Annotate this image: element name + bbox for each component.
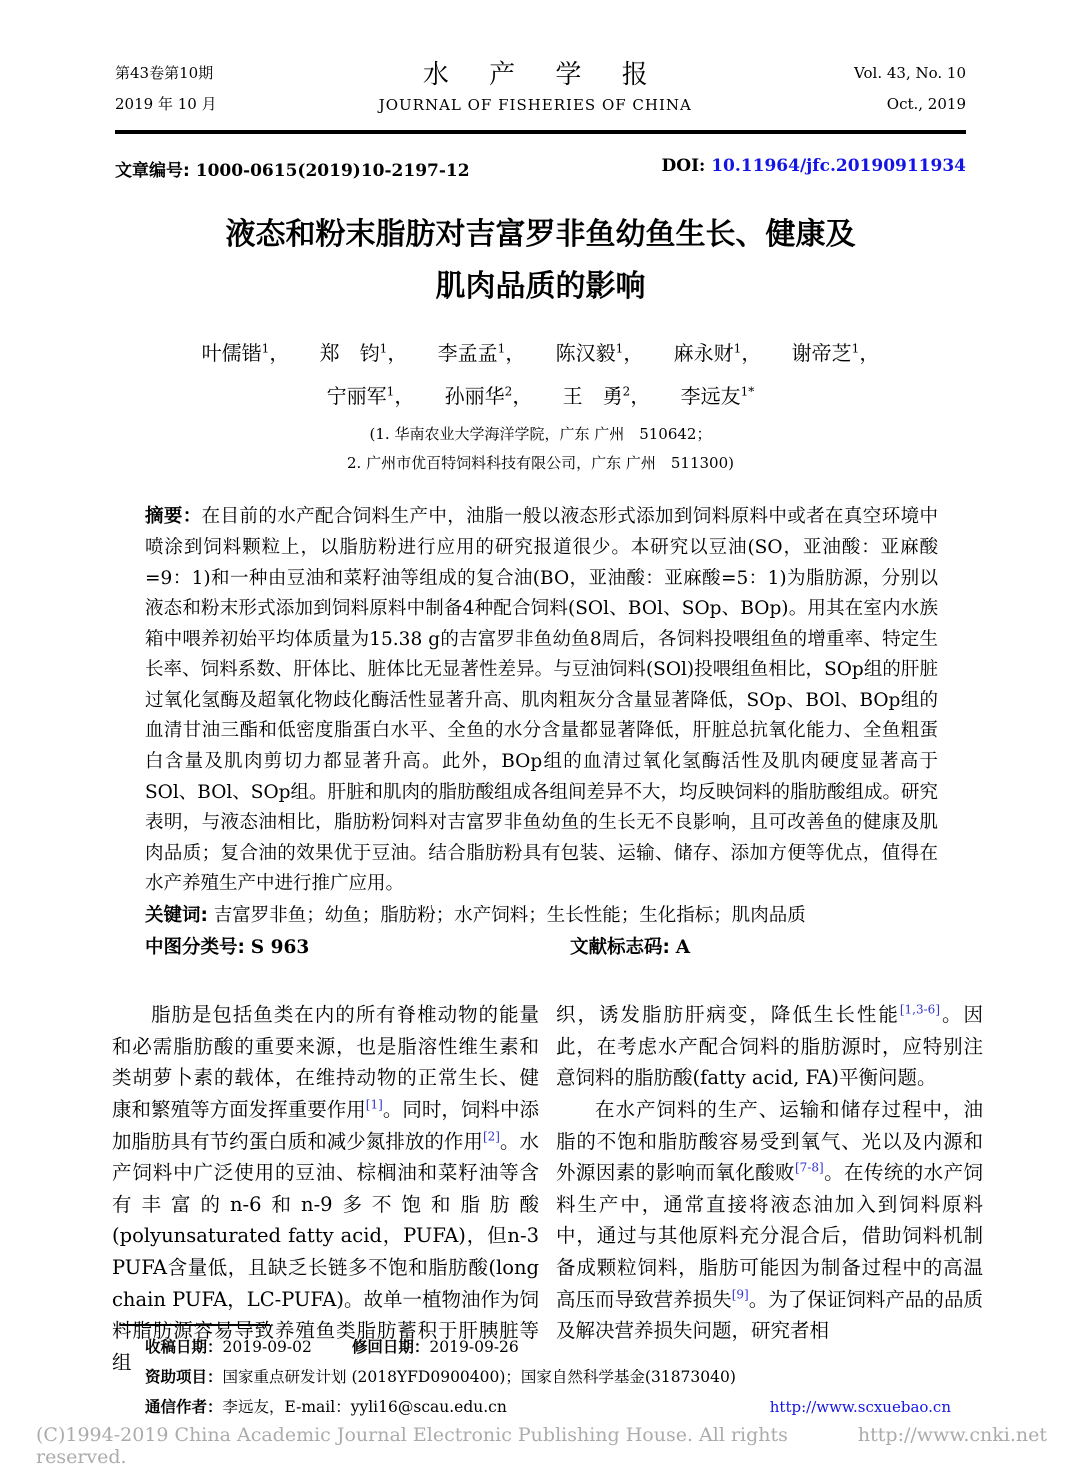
author-affil-sup: 1 [615, 341, 624, 355]
revised-date-value: 2019-09-26 [429, 1338, 519, 1357]
author-affil-sup: 1 [497, 341, 506, 355]
author: 宁丽军$^1$， [326, 384, 415, 409]
clc-label: 中图分类号: [145, 936, 245, 958]
clc-value: S 963 [250, 936, 310, 958]
volume-issue-cn: 第43卷第10期 [115, 64, 214, 82]
doi-link[interactable]: 10.11964/jfc.20190911934 [711, 156, 966, 176]
corresponding-author-value: 李远友，E-mail：yyli16@scau.edu.cn [222, 1398, 507, 1417]
author-list [115, 329, 966, 416]
issue-date-en: Oct., 2019 [886, 95, 966, 113]
reference-link[interactable]: [7-8] [794, 1160, 824, 1175]
corresponding-author-label: 通信作者： [145, 1398, 223, 1417]
abstract-text: 在目前的水产配合饲料生产中，油脂一般以液态形式添加到饲料原料中或者在真空环境中喷涂到饲料颗粒上，以脂肪粉进行应用的研究报道很少。本研究以豆油(SO，亚油酸：亚麻酸=9：1)和一种由豆油和菜籽油等组成的复合油(BO，亚油酸：亚麻酸=5：1)为脂肪源，分别以液态和粉末形式添加到饲料原料中制备4种配合饲料(SOl、BOl、SOp、BOp)。用其在室内水族箱中喂养初始平均体质量为15.38 g的吉富罗非鱼幼鱼8周后，各饲料投喂组鱼的增重率、特定生长率、饲料系数、肝体比、脏体比无显著性差异。与豆油饲料(SOl)投喂组鱼相比，SOp组的肝脏过氧化氢酶及超氧化物歧化酶活性显著升高、肌肉粗灰分含量显著降低，SOp、BOl、BOp组的血清甘油三酯和低密度脂蛋白水平、全鱼的水分含量都显著降低，肝脏总抗氧化能力、全鱼粗蛋白含量及肌肉剪切力都显著升高。此外，BOp组的血清过氧化氢酶活性及肌肉硬度显著高于SOl、BOl、SOp组。肝脏和肌肉的脂肪酸组成各组间差异不大，均反映饲料的脂肪酸组成。研究表明，与液态油相比，脂肪粉饲料对吉富罗非鱼幼鱼的生长无不良影响，且可改善鱼的健康及肌肉品质；复合油的效果优于豆油。结合脂肪粉具有包装、运输、储存、添加方便等优点，值得在水产养殖生产中进行推广应用。 [145, 506, 938, 895]
received-date-label: 收稿日期： [145, 1338, 223, 1357]
affiliation-2: 2. 广州市优百特饲料科技有限公司，广东 广州 511300) [347, 454, 734, 473]
reference-link[interactable]: [9] [731, 1287, 749, 1302]
article-id-value: 1000-0615(2019)10-2197-12 [195, 161, 470, 181]
author-affil-sup: 1 [386, 384, 395, 399]
doi-label: DOI: [661, 156, 706, 176]
author: 郑 钧$^1$， [319, 340, 408, 365]
abstract-label: 摘要： [145, 506, 202, 528]
author: 孙丽华$^2$， [444, 384, 533, 409]
funding-label: 资助项目： [145, 1368, 223, 1387]
document-code-value: A [675, 936, 691, 958]
author-affil-sup: 1* [740, 384, 755, 399]
author-affil-sup: 1 [261, 341, 270, 355]
clc-number [145, 933, 570, 964]
author: 谢帝芝$^1$， [791, 340, 880, 365]
author: 麻永财$^1$， [673, 340, 762, 365]
reference-link[interactable]: [1,3-6] [899, 1002, 940, 1017]
article-id [115, 156, 470, 181]
author: 李孟孟$^1$， [437, 340, 526, 365]
funding-value: 国家重点研发计划 (2018YFD0900400)；国家自然科学基金(31873040) [222, 1368, 736, 1387]
paper-title-line2: 肌肉品质的影响 [435, 269, 646, 304]
document-code-label: 文献标志码: [570, 936, 670, 958]
journal-title-en: JOURNAL OF FISHERIES OF CHINA [378, 96, 692, 114]
author: 叶儒锴$^1$， [201, 340, 290, 365]
abstract-paragraph [145, 502, 938, 900]
body-paragraph: 在水产饲料的生产、运输和储存过程中，油脂的不饱和脂肪酸容易受到氧气、光以及内源和外源因素的影响而氧化酸败[7-8]。在传统的水产饲料生产中，通常直接将液态油加入到饲料原料中，通过与其他原料充分混合后，借助饲料机制备成颗粒饲料，脂肪可能因为制备过程中的高温高压而导致营养损失[9]。为了保证饲料产品的品质及解决营养损失问题，研究者相 [556, 1098, 983, 1343]
author-affil-sup: 2 [504, 384, 513, 399]
journal-header [115, 58, 966, 134]
copyright-text: (C)1994-2019 China Academic Journal Electronic Publishing House. All rights reserved. [36, 1424, 788, 1468]
author-affil-sup: 1 [733, 341, 742, 355]
journal-website-link[interactable]: http://www.scxuebao.cn [769, 1398, 951, 1416]
reference-link[interactable]: [1] [365, 1097, 383, 1112]
body-paragraph-continued: 织，诱发脂肪肝病变，降低生长性能[1,3-6]。因此，在考虑水产配合饲料的脂肪源时，应特别注意饲料的脂肪酸(fatty acid, FA)平衡问题。 [556, 1002, 983, 1090]
keywords-label: 关键词: [145, 905, 208, 927]
author-affil-sup: 1 [851, 341, 860, 355]
author-corresponding: 李远友$^{1*}$ [680, 384, 755, 409]
received-date-value: 2019-09-02 [222, 1338, 312, 1357]
cnki-link[interactable]: http://www.cnki.net [857, 1424, 1047, 1446]
abstract-section [145, 502, 938, 963]
header-left [115, 58, 217, 120]
footnote-funding [145, 1362, 966, 1392]
document-code [570, 933, 690, 964]
header-center [217, 58, 854, 118]
keywords-text: 吉富罗非鱼；幼鱼；脂肪粉；水产饲料；生长性能；生化指标；肌肉品质 [213, 905, 806, 927]
journal-title-cn: 水 产 学 报 [422, 60, 664, 90]
article-meta-row [115, 156, 966, 181]
author-affil-sup: 1 [379, 341, 388, 355]
author: 王 勇$^2$， [562, 384, 651, 409]
body-column-right [556, 999, 983, 1343]
reference-link[interactable]: [2] [482, 1129, 500, 1144]
author-row-1 [115, 329, 966, 373]
affiliation-1: (1. 华南农业大学海洋学院，广东 广州 510642； [369, 425, 712, 444]
doi [662, 156, 966, 181]
classification-line [145, 933, 938, 964]
issue-date-cn: 2019 年 10 月 [115, 95, 217, 113]
paper-title-line1: 液态和粉末脂肪对吉富罗非鱼幼鱼生长、健康及 [225, 217, 856, 252]
article-id-label: 文章编号: [115, 161, 190, 181]
volume-issue-en: Vol. 43, No. 10 [854, 64, 966, 82]
keywords-line [145, 901, 938, 932]
author: 陈汉毅$^1$， [555, 340, 644, 365]
revised-date-label: 修回日期： [351, 1338, 430, 1357]
copyright-bar [36, 1424, 1047, 1468]
author-affil-sup: 2 [622, 384, 631, 399]
header-right [854, 58, 966, 120]
body-paragraph: 脂肪是包括鱼类在内的所有脊椎动物的能量和必需脂肪酸的重要来源，也是脂溶性维生素和类胡萝卜素的载体，在维持动物的正常生长、健康和繁殖等方面发挥重要作用[1]。同时，饲料中添加脂肪具有节约蛋白质和减少氮排放的作用[2]。水产饲料中广泛使用的豆油、棕榈油和菜籽油等含有丰富的n-6和n-9多不饱和脂肪酸(polyunsaturated fatty acid，PUFA)，但n-3 PUFA含量低，且缺乏长链多不饱和脂肪酸(long chain PUFA，LC-PUFA)。故单一植物油作为饲料脂肪源容易导致养殖鱼类脂肪蓄积于肝胰脏等组 [112, 1003, 539, 1374]
affiliations [115, 420, 966, 478]
paper-title [115, 209, 966, 313]
author-row-2 [115, 373, 966, 417]
